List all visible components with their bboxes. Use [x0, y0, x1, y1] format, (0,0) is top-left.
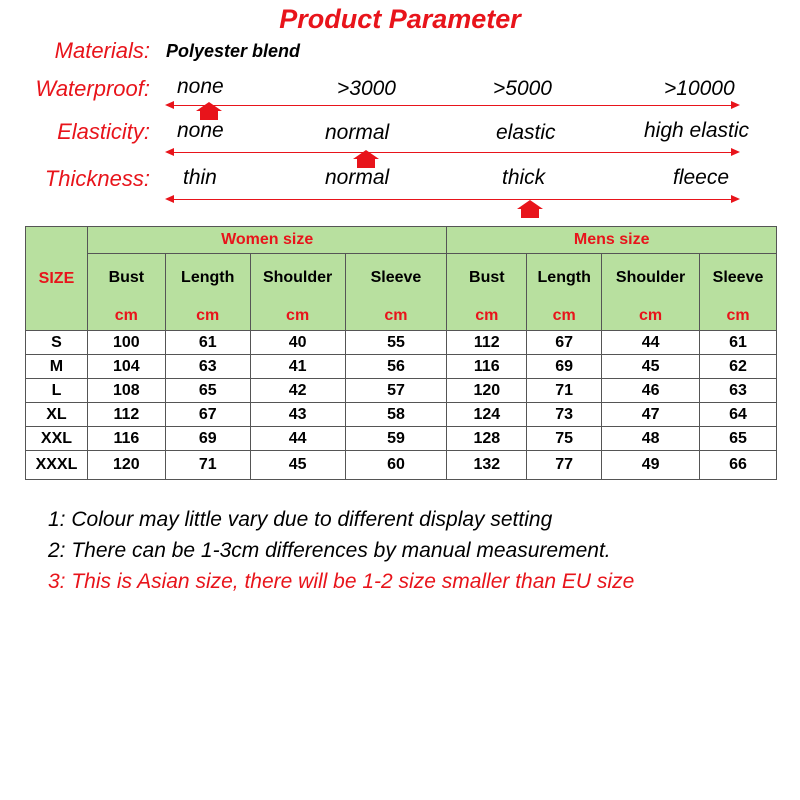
women-value-cell: 63 — [165, 355, 250, 379]
mens-size-header: Mens size — [447, 227, 777, 254]
arrow-left-icon — [165, 101, 174, 109]
women-value-cell: 45 — [250, 451, 345, 480]
size-cell: S — [26, 331, 88, 355]
elasticity-label: Elasticity: — [57, 119, 150, 144]
thickness-option-2: thick — [502, 166, 546, 189]
waterproof-option-0: none — [177, 75, 224, 98]
waterproof-option-3: >10000 — [664, 77, 735, 100]
mens-value-cell: 64 — [700, 403, 777, 427]
size-table — [25, 226, 777, 480]
unit-label: cm — [447, 302, 527, 331]
size-cell: L — [26, 379, 88, 403]
mens-value-cell: 132 — [447, 451, 527, 480]
women-value-cell: 100 — [87, 331, 165, 355]
thickness-label: Thickness: — [44, 166, 150, 191]
table-row — [26, 451, 777, 480]
size-header: SIZE — [26, 227, 88, 331]
mens-value-cell: 128 — [447, 427, 527, 451]
arrow-right-icon — [731, 148, 740, 156]
elasticity-option-3: high elastic — [644, 119, 750, 142]
column-header-sleeve: Sleeve — [700, 254, 777, 303]
mens-value-cell: 66 — [700, 451, 777, 480]
mens-value-cell: 48 — [602, 427, 700, 451]
women-value-cell: 59 — [345, 427, 447, 451]
women-value-cell: 43 — [250, 403, 345, 427]
elasticity-scale-line — [172, 152, 732, 153]
column-header-sleeve: Sleeve — [345, 254, 447, 303]
note-2: 2: There can be 1-3cm differences by manual measurement. — [48, 539, 611, 562]
elasticity-option-1: normal — [325, 121, 390, 144]
mens-value-cell: 75 — [527, 427, 602, 451]
mens-value-cell: 73 — [527, 403, 602, 427]
unit-label: cm — [602, 302, 700, 331]
column-header-length: Length — [165, 254, 250, 303]
materials-value: Polyester blend — [166, 41, 301, 61]
waterproof-scale-line — [172, 105, 732, 106]
page-title: Product Parameter — [279, 4, 521, 34]
pointer-up-icon — [517, 200, 543, 218]
arrow-left-icon — [165, 195, 174, 203]
size-cell: M — [26, 355, 88, 379]
women-value-cell: 58 — [345, 403, 447, 427]
women-value-cell: 112 — [87, 403, 165, 427]
mens-value-cell: 67 — [527, 331, 602, 355]
table-row — [26, 403, 777, 427]
women-value-cell: 41 — [250, 355, 345, 379]
pointer-up-icon — [196, 102, 222, 120]
unit-label: cm — [87, 302, 165, 331]
note-1: 1: Colour may little vary due to different display setting — [48, 508, 553, 531]
mens-value-cell: 65 — [700, 427, 777, 451]
column-header-shoulder: Shoulder — [602, 254, 700, 303]
unit-label: cm — [165, 302, 250, 331]
size-cell: XL — [26, 403, 88, 427]
size-cell: XXXL — [26, 451, 88, 480]
mens-value-cell: 61 — [700, 331, 777, 355]
women-value-cell: 69 — [165, 427, 250, 451]
women-value-cell: 71 — [165, 451, 250, 480]
mens-value-cell: 116 — [447, 355, 527, 379]
women-value-cell: 67 — [165, 403, 250, 427]
mens-value-cell: 45 — [602, 355, 700, 379]
thickness-scale-line — [172, 199, 732, 200]
women-value-cell: 56 — [345, 355, 447, 379]
waterproof-option-2: >5000 — [493, 77, 552, 100]
unit-label: cm — [700, 302, 777, 331]
table-row — [26, 379, 777, 403]
women-value-cell: 40 — [250, 331, 345, 355]
women-value-cell: 60 — [345, 451, 447, 480]
table-row — [26, 331, 777, 355]
arrow-left-icon — [165, 148, 174, 156]
elasticity-option-2: elastic — [496, 121, 556, 144]
women-value-cell: 42 — [250, 379, 345, 403]
mens-value-cell: 120 — [447, 379, 527, 403]
women-value-cell: 104 — [87, 355, 165, 379]
unit-label: cm — [250, 302, 345, 331]
mens-value-cell: 112 — [447, 331, 527, 355]
women-value-cell: 65 — [165, 379, 250, 403]
mens-value-cell: 124 — [447, 403, 527, 427]
thickness-option-0: thin — [183, 166, 217, 189]
women-value-cell: 120 — [87, 451, 165, 480]
column-header-shoulder: Shoulder — [250, 254, 345, 303]
materials-label: Materials: — [54, 38, 150, 63]
women-size-header: Women size — [87, 227, 446, 254]
women-value-cell: 61 — [165, 331, 250, 355]
mens-value-cell: 46 — [602, 379, 700, 403]
mens-value-cell: 44 — [602, 331, 700, 355]
women-value-cell: 55 — [345, 331, 447, 355]
waterproof-label: Waterproof: — [35, 76, 150, 101]
column-header-bust: Bust — [87, 254, 165, 303]
arrow-right-icon — [731, 101, 740, 109]
thickness-option-1: normal — [325, 166, 390, 189]
unit-label: cm — [345, 302, 447, 331]
unit-label: cm — [527, 302, 602, 331]
arrow-right-icon — [731, 195, 740, 203]
mens-value-cell: 69 — [527, 355, 602, 379]
table-row — [26, 355, 777, 379]
size-cell: XXL — [26, 427, 88, 451]
mens-value-cell: 77 — [527, 451, 602, 480]
column-header-length: Length — [527, 254, 602, 303]
mens-value-cell: 47 — [602, 403, 700, 427]
women-value-cell: 116 — [87, 427, 165, 451]
mens-value-cell: 63 — [700, 379, 777, 403]
women-value-cell: 44 — [250, 427, 345, 451]
mens-value-cell: 62 — [700, 355, 777, 379]
mens-value-cell: 49 — [602, 451, 700, 480]
waterproof-option-1: >3000 — [337, 77, 396, 100]
note-3: 3: This is Asian size, there will be 1-2 size smaller than EU size — [48, 570, 635, 593]
elasticity-option-0: none — [177, 119, 224, 142]
table-row — [26, 427, 777, 451]
mens-value-cell: 71 — [527, 379, 602, 403]
women-value-cell: 108 — [87, 379, 165, 403]
thickness-option-3: fleece — [673, 166, 730, 189]
women-value-cell: 57 — [345, 379, 447, 403]
column-header-bust: Bust — [447, 254, 527, 303]
